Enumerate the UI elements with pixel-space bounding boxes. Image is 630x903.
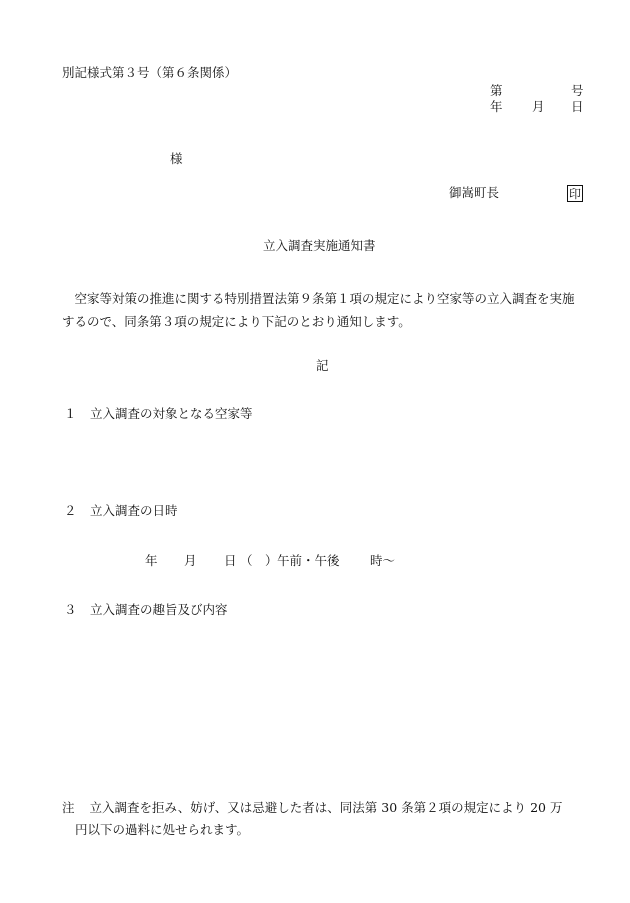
note-block (62, 797, 588, 841)
seal-mark (567, 185, 583, 202)
form-header: 別記様式第３号（第６条関係） (62, 65, 238, 80)
note-line-2: 円以下の過料に処せられます。 (75, 822, 250, 837)
item-2-number: ２ (64, 503, 77, 518)
date-year: 年 (490, 99, 503, 114)
item-3-number: ３ (64, 602, 77, 617)
ki-heading: 記 (316, 358, 329, 373)
document-title: 立入調査実施通知書 (263, 238, 376, 253)
item-3-label: 立入調査の趣旨及び内容 (90, 602, 228, 617)
note-line-1: 立入調査を拒み、妨げ、又は忌避した者は、同法第 30 条第２項の規定により 20 万 (89, 800, 563, 815)
doc-number-suffix: 号 (571, 83, 584, 98)
datetime-year: 年 (145, 553, 158, 568)
datetime-paren: （ ） (240, 553, 278, 568)
note-label: 注 (62, 800, 75, 815)
item-1-number: １ (64, 406, 77, 421)
body-text: 空家等対策の推進に関する特別措置法第９条第１項の規定により空家等の立入調査を実施するので、同条第３項の規定により下記のとおり通知します。 (62, 291, 575, 329)
sender-title: 御嵩町長 (449, 185, 500, 200)
datetime-hour: 時～ (370, 553, 396, 568)
addressee-suffix: 様 (170, 151, 183, 166)
date-month: 月 (532, 99, 545, 114)
seal-mark-label: 印 (569, 187, 582, 201)
date-day: 日 (571, 99, 584, 114)
datetime-month: 月 (184, 553, 197, 568)
datetime-ampm: 午前・午後 (277, 553, 340, 568)
datetime-day: 日 (224, 553, 237, 568)
doc-number-prefix: 第 (490, 83, 503, 98)
item-2-label: 立入調査の日時 (90, 503, 178, 518)
item-1-label: 立入調査の対象となる空家等 (90, 406, 253, 421)
